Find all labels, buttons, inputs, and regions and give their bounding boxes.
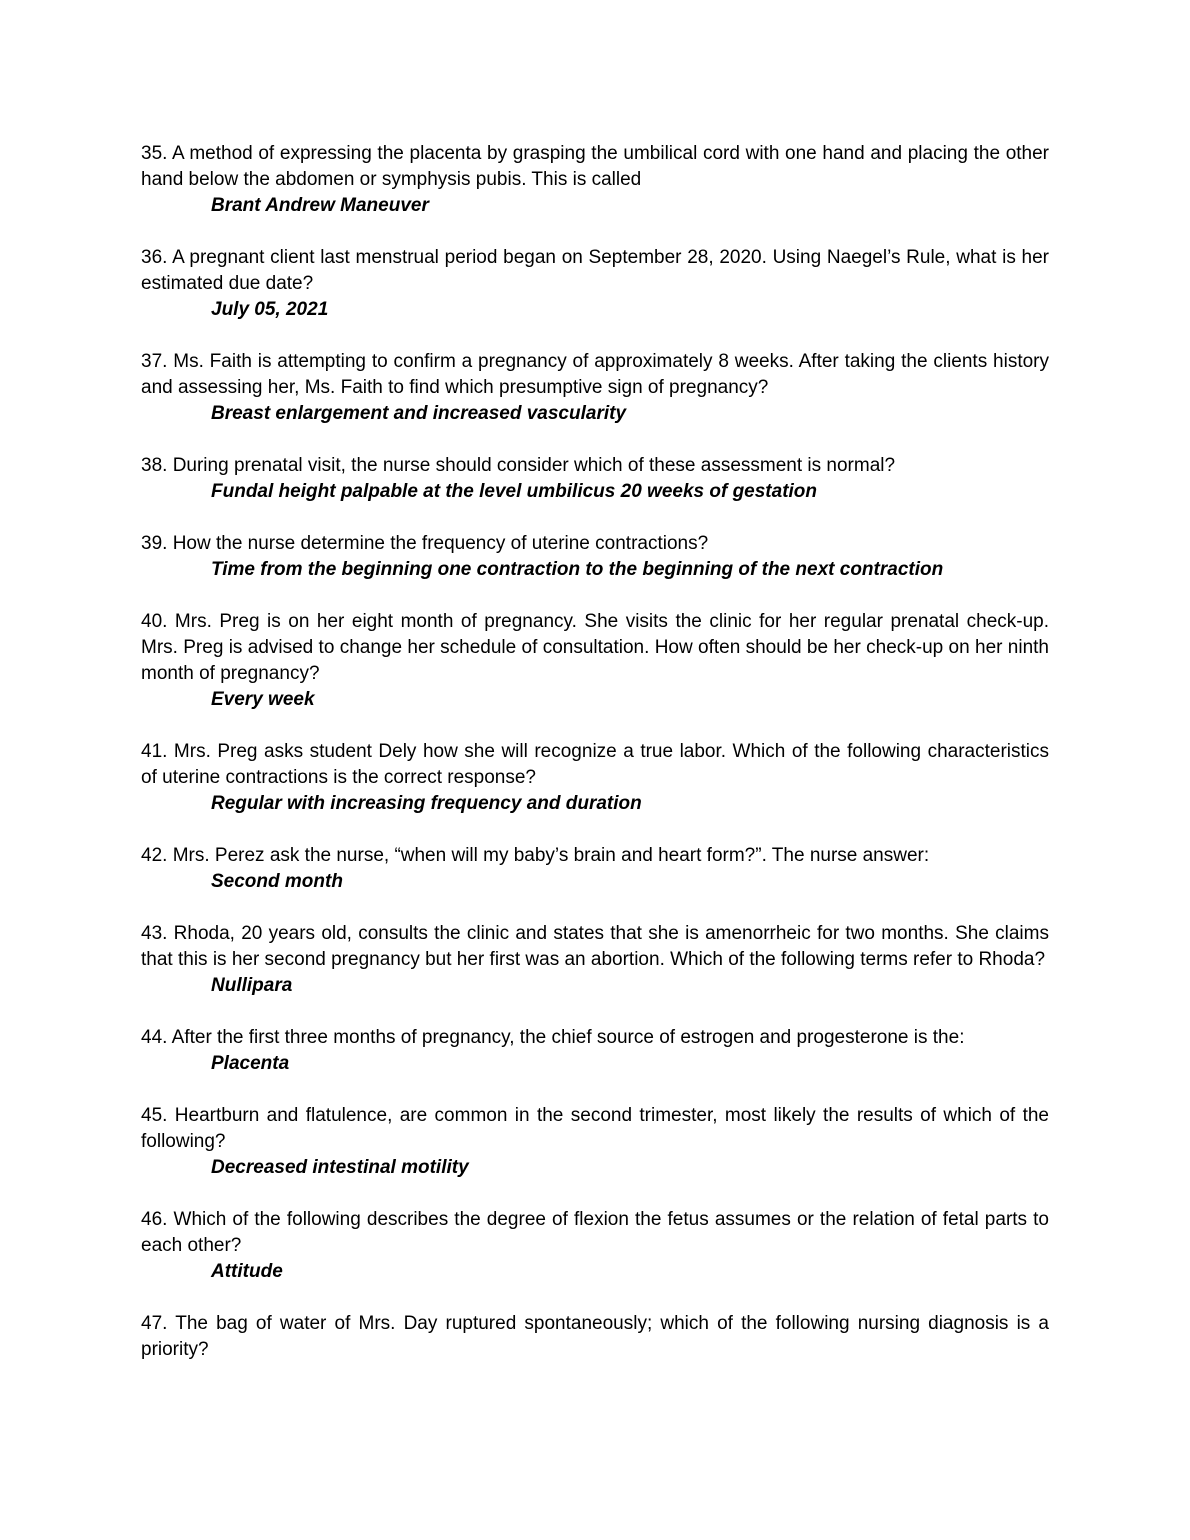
question-text: 44. After the first three months of pregnancy, the chief source of estrogen and progesterone is the: xyxy=(141,1027,965,1048)
answer-text: Regular with increasing frequency and duration xyxy=(211,793,642,814)
question-text: 42. Mrs. Perez ask the nurse, “when will my baby’s brain and heart form?”. The nurse answer: xyxy=(141,845,930,866)
question-text: 47. The bag of water of Mrs. Day ruptured spontaneously; which of the following nursing diagnosis is a priority? xyxy=(141,1313,1049,1360)
question-item-38 xyxy=(141,453,1049,505)
answer-text: Time from the beginning one contraction to the beginning of the next contraction xyxy=(211,559,944,580)
question-text: 45. Heartburn and flatulence, are common in the second trimester, most likely the results of which of the following? xyxy=(141,1105,1049,1152)
question-item-42 xyxy=(141,843,1049,895)
answer-text: Second month xyxy=(211,871,343,892)
question-text: 35. A method of expressing the placenta by grasping the umbilical cord with one hand and placing the other hand below the abdomen or symphysis pubis. This is called xyxy=(141,143,1049,190)
question-item-39 xyxy=(141,531,1049,583)
question-item-45 xyxy=(141,1103,1049,1181)
answer-text: Every week xyxy=(211,689,315,710)
answer-text: Fundal height palpable at the level umbilicus 20 weeks of gestation xyxy=(211,481,818,502)
question-item-46 xyxy=(141,1207,1049,1285)
question-text: 39. How the nurse determine the frequency of uterine contractions? xyxy=(141,533,709,554)
answer-text: Nullipara xyxy=(211,975,293,996)
question-item-44 xyxy=(141,1025,1049,1077)
question-text: 40. Mrs. Preg is on her eight month of pregnancy. She visits the clinic for her regular prenatal check-up. Mrs. Preg is advised to change her schedule of consultation. How often should be her check-up on her ninth month of pregnancy? xyxy=(141,611,1049,684)
answer-text: Breast enlargement and increased vascularity xyxy=(211,403,627,424)
question-text: 43. Rhoda, 20 years old, consults the clinic and states that she is amenorrheic for two months. She claims that this is her second pregnancy but her first was an abortion. Which of the following terms refer to Rhoda? xyxy=(141,923,1049,970)
answer-text: Brant Andrew Maneuver xyxy=(211,195,429,216)
question-text: 36. A pregnant client last menstrual period began on September 28, 2020. Using Naegel’s Rule, what is her estimated due date? xyxy=(141,247,1049,294)
question-item-35 xyxy=(141,141,1049,219)
question-text: 41. Mrs. Preg asks student Dely how she will recognize a true labor. Which of the following characteristics of uterine contractions is the correct response? xyxy=(141,741,1049,788)
question-item-36 xyxy=(141,245,1049,323)
question-item-41 xyxy=(141,739,1049,817)
answer-text: July 05, 2021 xyxy=(211,299,329,320)
question-item-47 xyxy=(141,1311,1049,1363)
question-text: 46. Which of the following describes the degree of flexion the fetus assumes or the relation of fetal parts to each other? xyxy=(141,1209,1049,1256)
question-item-37 xyxy=(141,349,1049,427)
question-item-43 xyxy=(141,921,1049,999)
question-item-40 xyxy=(141,609,1049,713)
answer-text: Attitude xyxy=(211,1261,283,1282)
question-text: 38. During prenatal visit, the nurse should consider which of these assessment is normal? xyxy=(141,455,896,476)
answer-text: Placenta xyxy=(211,1053,290,1074)
question-text: 37. Ms. Faith is attempting to confirm a pregnancy of approximately 8 weeks. After taking the clients history and assessing her, Ms. Faith to find which presumptive sign of pregnancy? xyxy=(141,351,1049,398)
answer-text: Decreased intestinal motility xyxy=(211,1157,469,1178)
